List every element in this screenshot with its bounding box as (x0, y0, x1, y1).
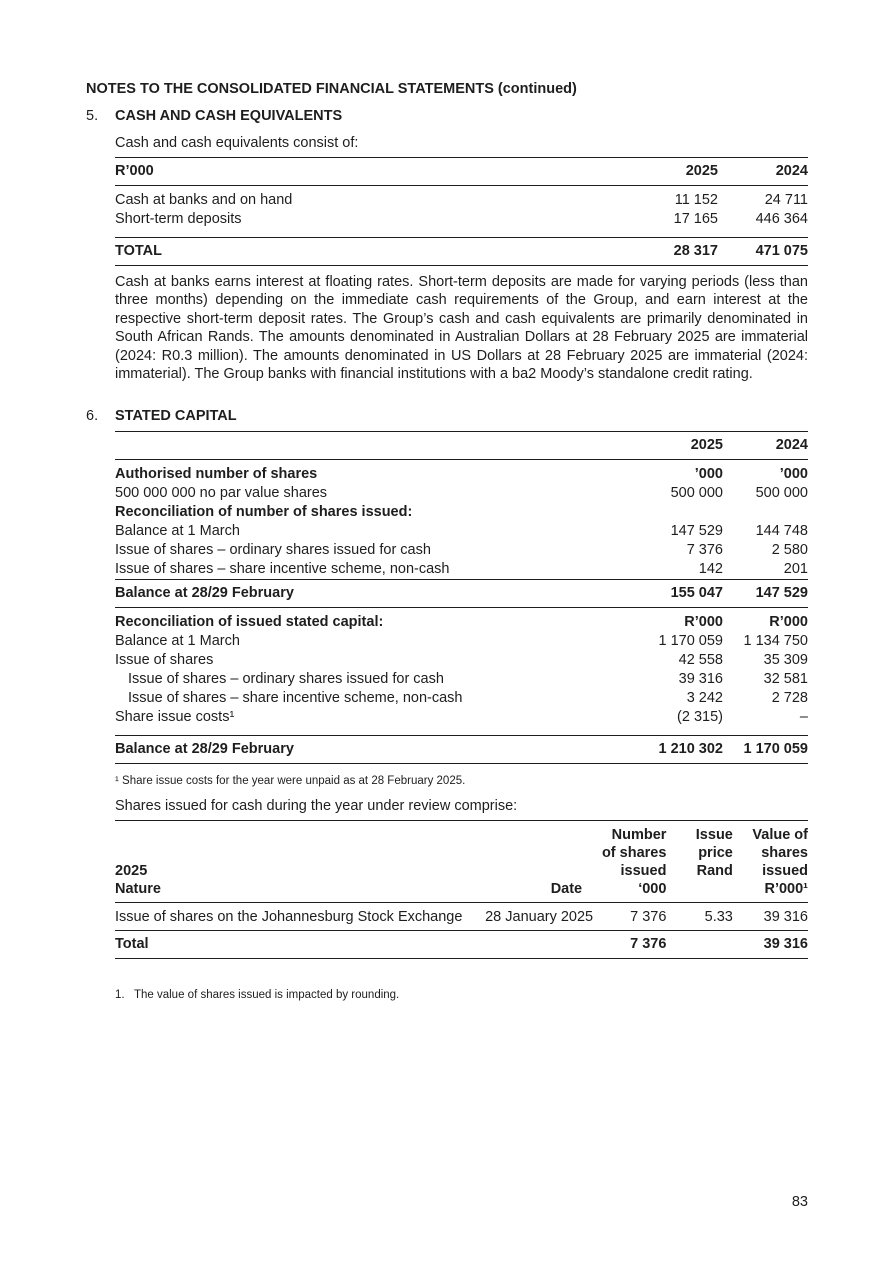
col-date: Date (462, 821, 593, 903)
table-row (115, 670, 808, 689)
total-2024: 471 075 (718, 238, 808, 266)
cash-table-header (115, 158, 808, 186)
row-number: 7 376 (630, 909, 667, 925)
row-label: Reconciliation of number of shares issued: (115, 504, 413, 520)
row-2025: 1 170 059 (658, 633, 723, 649)
total-label: Total (115, 931, 462, 959)
row-2024: 2 580 (771, 542, 808, 558)
section-6-heading (86, 408, 237, 424)
total-2025: 28 317 (623, 238, 718, 266)
row-2024: 35 309 (763, 652, 808, 668)
unit-2024: R’000 (769, 614, 808, 630)
total-2024: 1 170 059 (723, 736, 808, 764)
total-label: Balance at 28/29 February (115, 736, 623, 764)
row-label: Issue of shares (115, 652, 214, 668)
issued-total-row (115, 931, 808, 959)
row-2025: 42 558 (678, 652, 723, 668)
row-label: Balance at 1 March (115, 523, 240, 539)
row-2025: 147 529 (670, 523, 723, 539)
col-issue-price: Issue price Rand (666, 821, 732, 903)
rounding-footnote: 1. The value of shares issued is impacted by rounding. (115, 989, 400, 1001)
unit-2024: ’000 (779, 466, 808, 482)
table-row (115, 708, 808, 727)
capital-col-2025: 2025 (623, 432, 723, 460)
row-value: 39 316 (763, 909, 808, 925)
issued-intro: Shares issued for cash during the year under review comprise: (115, 798, 518, 814)
section-6-title: STATED CAPITAL (115, 408, 237, 424)
row-2025: 142 (698, 561, 723, 577)
row-2025: (2 315) (677, 709, 723, 725)
row-2024: 2 728 (771, 690, 808, 706)
shares-issued-table (115, 820, 808, 959)
table-row (115, 484, 808, 503)
unit-2025: R’000 (684, 614, 723, 630)
row-2024: 144 748 (755, 523, 808, 539)
row-label: Balance at 1 March (115, 633, 240, 649)
table-row (115, 632, 808, 651)
capital-col-2024: 2024 (723, 432, 808, 460)
table-row (115, 903, 808, 931)
cash-total-row (115, 238, 808, 266)
table-row (115, 541, 808, 560)
unit-2025: ’000 (694, 466, 723, 482)
row-label: Issue of shares – ordinary shares issued for cash (115, 542, 431, 558)
row-label: 500 000 000 no par value shares (115, 485, 328, 501)
total-2025: 155 047 (623, 580, 723, 608)
table-row (115, 186, 808, 211)
capital-col-label (115, 432, 623, 460)
row-nature: Issue of shares on the Johannesburg Stock Exchange (115, 909, 463, 925)
row-2025: 3 242 (686, 690, 723, 706)
row-2024: 24 711 (764, 192, 808, 208)
shares-total-row (115, 580, 808, 608)
page-header: NOTES TO THE CONSOLIDATED FINANCIAL STATEMENTS (continued) (86, 81, 577, 97)
capital-heading-row (115, 608, 808, 633)
row-label: Issue of shares – share incentive scheme, non-cash (128, 690, 463, 706)
table-row (115, 651, 808, 670)
total-label: TOTAL (115, 238, 623, 266)
table-row (115, 689, 808, 708)
row-2024: 32 581 (763, 671, 808, 687)
cash-table (115, 157, 808, 266)
share-issue-costs-footnote: ¹ Share issue costs for the year were unpaid as at 28 February 2025. (115, 775, 466, 787)
reconciliation-heading-row (115, 503, 808, 522)
total-number: 7 376 (593, 931, 666, 959)
row-2024: – (799, 709, 808, 725)
row-2025: 11 152 (674, 192, 718, 208)
row-label: Share issue costs¹ (115, 709, 235, 725)
cash-paragraph: Cash at banks earns interest at floating rates. Short-term deposits are made for varying periods (less than three months) depending on the immediate cash requirements of the Group, and earn interest at the respective short-term deposit rates. The Group’s cash and cash equivalents are primarily denominated in South African Rands. The amounts denominated in Australian Dollars at 28 February 2025 are immaterial (2024: R0.3 million). The amounts denominated in US Dollars at 28 February 2025 are immaterial (2024: immaterial). The Group banks with financial institutions with a ba2 Moody’s standalone credit rating. (115, 274, 808, 383)
cash-col-2024: 2024 (718, 158, 808, 186)
col-nature: 2025 Nature (115, 821, 462, 903)
table-row (115, 560, 808, 580)
row-date: 28 January 2025 (485, 909, 594, 925)
section-5-title: CASH AND CASH EQUIVALENTS (115, 108, 343, 124)
row-label: Authorised number of shares (115, 466, 318, 482)
row-2025: 7 376 (686, 542, 723, 558)
total-2025: 1 210 302 (623, 736, 723, 764)
cash-intro: Cash and cash equivalents consist of: (115, 135, 359, 151)
capital-total-row (115, 736, 808, 764)
row-label: Reconciliation of issued stated capital: (115, 614, 384, 630)
cash-col-label: R’000 (115, 158, 623, 186)
row-label: Issue of shares – ordinary shares issued for cash (128, 671, 444, 687)
row-2025: 500 000 (670, 485, 723, 501)
issued-table-header (115, 821, 808, 903)
row-label: Short-term deposits (115, 211, 242, 227)
total-2024: 147 529 (723, 580, 808, 608)
stated-capital-table (115, 431, 808, 764)
section-5-heading (86, 108, 342, 124)
row-2025: 39 316 (678, 671, 723, 687)
table-row (115, 522, 808, 541)
row-2025: 17 165 (673, 211, 718, 227)
table-row (115, 210, 808, 229)
capital-table-header (115, 432, 808, 460)
page-number: 83 (791, 1194, 808, 1210)
row-2024: 446 364 (755, 211, 808, 227)
row-label: Cash at banks and on hand (115, 192, 293, 208)
row-label: Issue of shares – share incentive scheme, non-cash (115, 561, 450, 577)
section-6-number: 6. (86, 408, 99, 424)
total-value: 39 316 (733, 931, 808, 959)
section-5-number: 5. (86, 108, 99, 124)
col-value-issued: Value of shares issued R’000¹ (733, 821, 808, 903)
row-2024: 201 (783, 561, 808, 577)
col-number-of-shares: Number of shares issued ‘000 (593, 821, 666, 903)
authorised-heading-row (115, 460, 808, 485)
row-2024: 500 000 (755, 485, 808, 501)
total-label: Balance at 28/29 February (115, 580, 623, 608)
cash-col-2025: 2025 (623, 158, 718, 186)
row-2024: 1 134 750 (743, 633, 808, 649)
row-price: 5.33 (704, 909, 733, 925)
